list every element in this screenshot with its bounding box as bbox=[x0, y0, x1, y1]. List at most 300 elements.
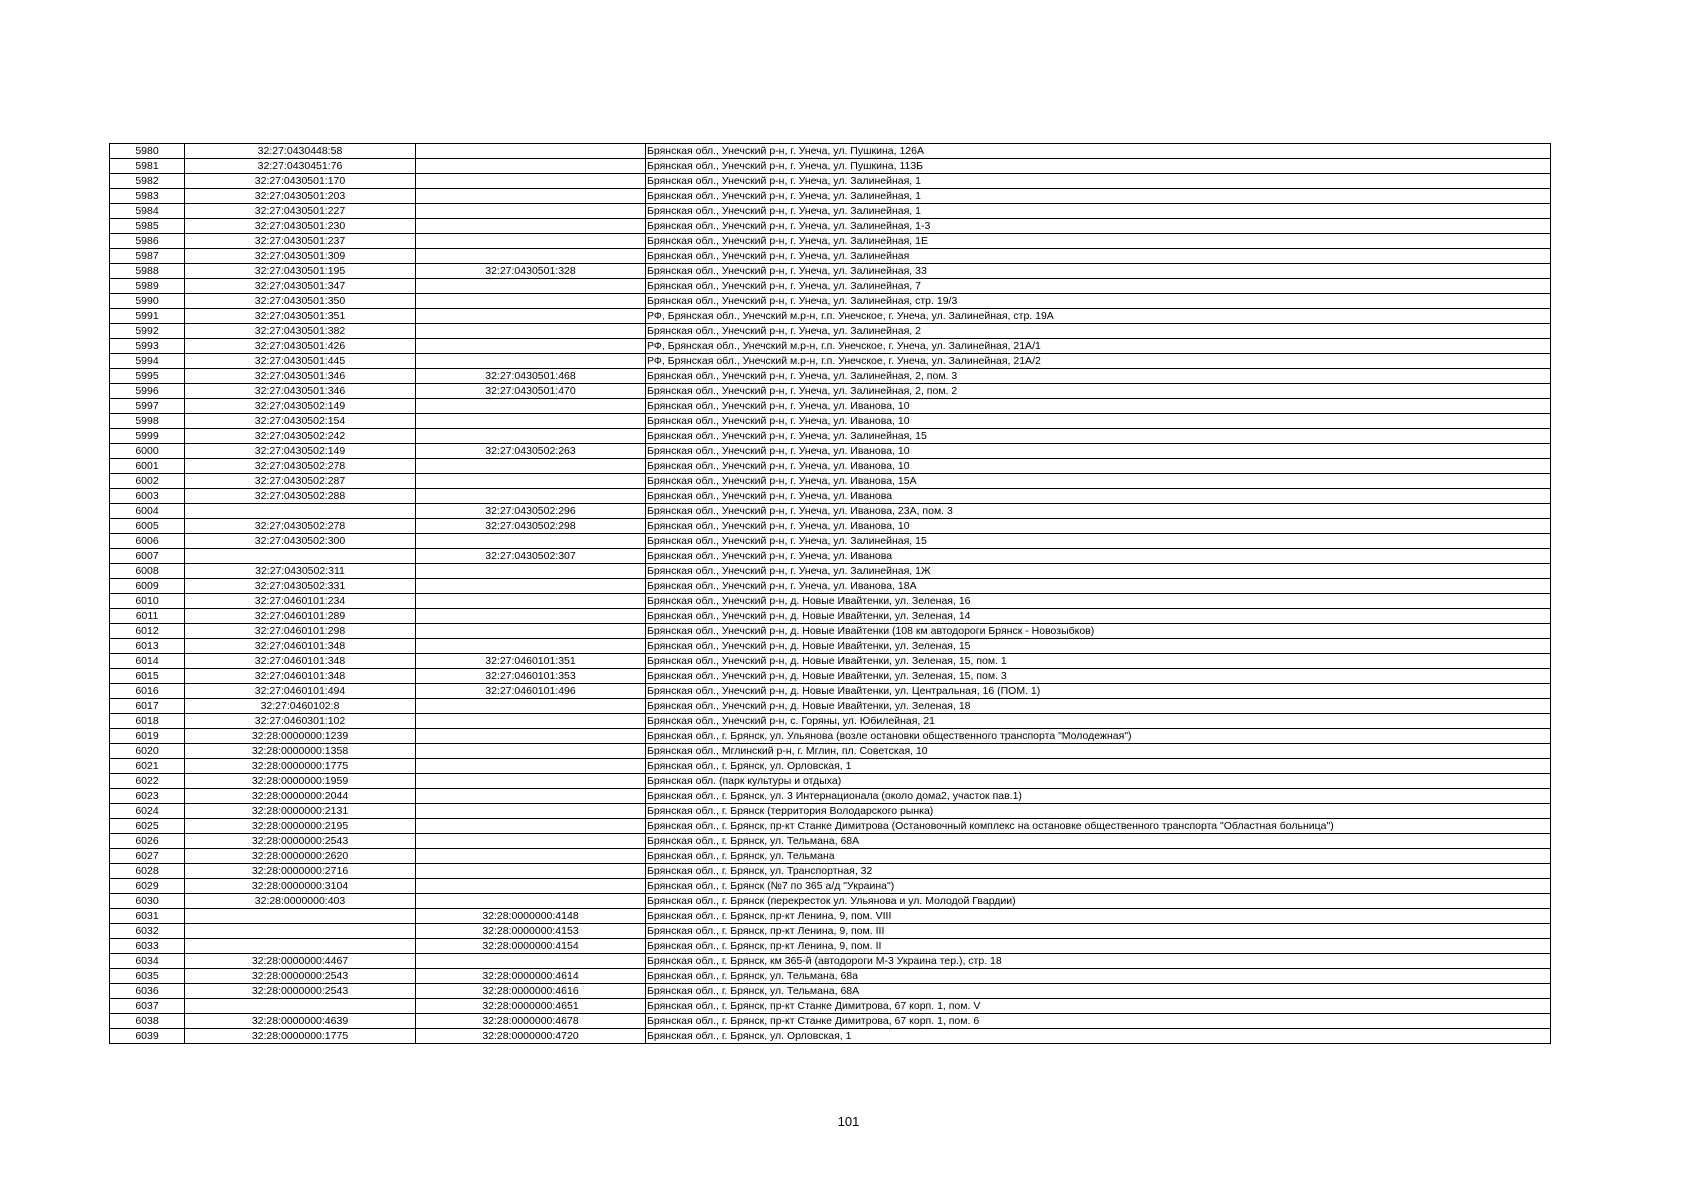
land-cadastral-number-cell: 32:28:0000000:1775 bbox=[185, 759, 416, 774]
table-row bbox=[110, 669, 1551, 684]
land-cadastral-number-cell: 32:27:0430501:426 bbox=[185, 339, 416, 354]
building-cadastral-number-cell: 32:28:0000000:4148 bbox=[416, 909, 646, 924]
building-cadastral-number-cell bbox=[416, 819, 646, 834]
row-number-cell: 6018 bbox=[110, 714, 185, 729]
address-cell: Брянская обл., г. Брянск, ул. Тельмана, 68А bbox=[646, 834, 1551, 849]
land-cadastral-number-cell: 32:28:0000000:1358 bbox=[185, 744, 416, 759]
land-cadastral-number-cell: 32:27:0460102:8 bbox=[185, 699, 416, 714]
row-number-cell: 6026 bbox=[110, 834, 185, 849]
land-cadastral-number-cell: 32:27:0460101:348 bbox=[185, 669, 416, 684]
table-row bbox=[110, 309, 1551, 324]
table-row bbox=[110, 294, 1551, 309]
building-cadastral-number-cell bbox=[416, 414, 646, 429]
address-cell: Брянская обл., Унечский р-н, д. Новые Ивайтенки, ул. Зеленая, 18 bbox=[646, 699, 1551, 714]
row-number-cell: 5985 bbox=[110, 219, 185, 234]
land-cadastral-number-cell: 32:27:0460101:298 bbox=[185, 624, 416, 639]
building-cadastral-number-cell bbox=[416, 534, 646, 549]
table-row bbox=[110, 714, 1551, 729]
row-number-cell: 6028 bbox=[110, 864, 185, 879]
land-cadastral-number-cell: 32:27:0430501:347 bbox=[185, 279, 416, 294]
address-cell: Брянская обл., г. Брянск, пр-кт Ленина, 9, пом. VIII bbox=[646, 909, 1551, 924]
building-cadastral-number-cell bbox=[416, 474, 646, 489]
table-row bbox=[110, 174, 1551, 189]
building-cadastral-number-cell: 32:27:0430502:307 bbox=[416, 549, 646, 564]
row-number-cell: 6032 bbox=[110, 924, 185, 939]
table-row bbox=[110, 1014, 1551, 1029]
building-cadastral-number-cell: 32:27:0430502:296 bbox=[416, 504, 646, 519]
address-cell: Брянская обл., Унечский р-н, г. Унеча, ул. Иванова, 10 bbox=[646, 459, 1551, 474]
table-row bbox=[110, 144, 1551, 159]
row-number-cell: 6005 bbox=[110, 519, 185, 534]
building-cadastral-number-cell bbox=[416, 489, 646, 504]
table-row bbox=[110, 489, 1551, 504]
building-cadastral-number-cell bbox=[416, 954, 646, 969]
address-cell: Брянская обл., Унечский р-н, г. Унеча, ул. Иванова, 10 bbox=[646, 519, 1551, 534]
row-number-cell: 6006 bbox=[110, 534, 185, 549]
row-number-cell: 6019 bbox=[110, 729, 185, 744]
land-cadastral-number-cell: 32:27:0430448:58 bbox=[185, 144, 416, 159]
table-row bbox=[110, 654, 1551, 669]
table-row bbox=[110, 369, 1551, 384]
row-number-cell: 6010 bbox=[110, 594, 185, 609]
address-cell: Брянская обл., Унечский р-н, г. Унеча, ул. Залинейная, 2, пом. 2 bbox=[646, 384, 1551, 399]
table-row bbox=[110, 909, 1551, 924]
address-cell: Брянская обл., Унечский р-н, г. Унеча, ул. Залинейная, 15 bbox=[646, 429, 1551, 444]
land-cadastral-number-cell: 32:28:0000000:4639 bbox=[185, 1014, 416, 1029]
row-number-cell: 5983 bbox=[110, 189, 185, 204]
row-number-cell: 5988 bbox=[110, 264, 185, 279]
row-number-cell: 6003 bbox=[110, 489, 185, 504]
table-row bbox=[110, 534, 1551, 549]
land-cadastral-number-cell: 32:28:0000000:2716 bbox=[185, 864, 416, 879]
address-cell: Брянская обл., Унечский р-н, д. Новые Ивайтенки (108 км автодороги Брянск - Новозыбков) bbox=[646, 624, 1551, 639]
table-row bbox=[110, 684, 1551, 699]
row-number-cell: 6024 bbox=[110, 804, 185, 819]
building-cadastral-number-cell bbox=[416, 249, 646, 264]
land-cadastral-number-cell: 32:27:0460101:348 bbox=[185, 639, 416, 654]
row-number-cell: 5987 bbox=[110, 249, 185, 264]
land-cadastral-number-cell: 32:27:0430502:154 bbox=[185, 414, 416, 429]
address-cell: Брянская обл., Мглинский р-н, г. Мглин, пл. Советская, 10 bbox=[646, 744, 1551, 759]
address-cell: Брянская обл., Унечский р-н, г. Унеча, ул. Залинейная, 2 bbox=[646, 324, 1551, 339]
building-cadastral-number-cell bbox=[416, 789, 646, 804]
row-number-cell: 6020 bbox=[110, 744, 185, 759]
land-cadastral-number-cell: 32:27:0430501:346 bbox=[185, 369, 416, 384]
address-cell: Брянская обл., Унечский р-н, г. Унеча, ул. Залинейная, стр. 19/3 bbox=[646, 294, 1551, 309]
address-cell: Брянская обл., Унечский р-н, г. Унеча, ул. Пушкина, 126А bbox=[646, 144, 1551, 159]
land-cadastral-number-cell: 32:27:0430501:203 bbox=[185, 189, 416, 204]
row-number-cell: 5982 bbox=[110, 174, 185, 189]
table-row bbox=[110, 984, 1551, 999]
row-number-cell: 6021 bbox=[110, 759, 185, 774]
address-cell: Брянская обл., г. Брянск, пр-кт Ленина, 9, пом. III bbox=[646, 924, 1551, 939]
land-cadastral-number-cell: 32:28:0000000:2543 bbox=[185, 984, 416, 999]
building-cadastral-number-cell bbox=[416, 219, 646, 234]
row-number-cell: 5991 bbox=[110, 309, 185, 324]
table-row bbox=[110, 429, 1551, 444]
row-number-cell: 6031 bbox=[110, 909, 185, 924]
address-cell: Брянская обл., г. Брянск (территория Володарского рынка) bbox=[646, 804, 1551, 819]
land-cadastral-number-cell: 32:28:0000000:1959 bbox=[185, 774, 416, 789]
table-row bbox=[110, 354, 1551, 369]
land-cadastral-number-cell: 32:27:0430502:300 bbox=[185, 534, 416, 549]
table-row bbox=[110, 384, 1551, 399]
building-cadastral-number-cell bbox=[416, 894, 646, 909]
land-cadastral-number-cell: 32:27:0430501:230 bbox=[185, 219, 416, 234]
row-number-cell: 6035 bbox=[110, 969, 185, 984]
address-cell: Брянская обл., г. Брянск, ул. Орловская, 1 bbox=[646, 1029, 1551, 1044]
table-row bbox=[110, 264, 1551, 279]
building-cadastral-number-cell bbox=[416, 204, 646, 219]
table-row bbox=[110, 204, 1551, 219]
land-cadastral-number-cell: 32:27:0460101:234 bbox=[185, 594, 416, 609]
building-cadastral-number-cell bbox=[416, 324, 646, 339]
building-cadastral-number-cell: 32:27:0430502:263 bbox=[416, 444, 646, 459]
building-cadastral-number-cell: 32:28:0000000:4616 bbox=[416, 984, 646, 999]
building-cadastral-number-cell bbox=[416, 429, 646, 444]
row-number-cell: 5996 bbox=[110, 384, 185, 399]
table-row bbox=[110, 999, 1551, 1014]
land-cadastral-number-cell: 32:27:0430501:227 bbox=[185, 204, 416, 219]
table-row bbox=[110, 504, 1551, 519]
land-cadastral-number-cell: 32:27:0430502:331 bbox=[185, 579, 416, 594]
land-cadastral-number-cell bbox=[185, 504, 416, 519]
row-number-cell: 5995 bbox=[110, 369, 185, 384]
building-cadastral-number-cell bbox=[416, 804, 646, 819]
table-row bbox=[110, 399, 1551, 414]
land-cadastral-number-cell: 32:27:0430501:309 bbox=[185, 249, 416, 264]
table-row bbox=[110, 864, 1551, 879]
table-row bbox=[110, 279, 1551, 294]
land-cadastral-number-cell: 32:28:0000000:3104 bbox=[185, 879, 416, 894]
table-body bbox=[110, 144, 1551, 1044]
table-row bbox=[110, 954, 1551, 969]
land-cadastral-number-cell: 32:27:0430502:288 bbox=[185, 489, 416, 504]
table-row bbox=[110, 639, 1551, 654]
land-cadastral-number-cell: 32:27:0430502:242 bbox=[185, 429, 416, 444]
table-row bbox=[110, 624, 1551, 639]
row-number-cell: 6025 bbox=[110, 819, 185, 834]
table-row bbox=[110, 609, 1551, 624]
building-cadastral-number-cell bbox=[416, 624, 646, 639]
row-number-cell: 5994 bbox=[110, 354, 185, 369]
address-cell: Брянская обл., Унечский р-н, г. Унеча, ул. Залинейная, 1Ж bbox=[646, 564, 1551, 579]
address-cell: Брянская обл., Унечский р-н, г. Унеча, ул. Залинейная, 1Е bbox=[646, 234, 1551, 249]
land-cadastral-number-cell: 32:27:0430502:149 bbox=[185, 399, 416, 414]
table-row bbox=[110, 789, 1551, 804]
row-number-cell: 6014 bbox=[110, 654, 185, 669]
building-cadastral-number-cell bbox=[416, 639, 646, 654]
land-cadastral-number-cell: 32:28:0000000:4467 bbox=[185, 954, 416, 969]
table-row bbox=[110, 249, 1551, 264]
table-row bbox=[110, 549, 1551, 564]
table-row bbox=[110, 594, 1551, 609]
address-cell: Брянская обл., г. Брянск, ул. Тельмана, 68А bbox=[646, 984, 1551, 999]
land-cadastral-number-cell: 32:28:0000000:2131 bbox=[185, 804, 416, 819]
building-cadastral-number-cell: 32:28:0000000:4678 bbox=[416, 1014, 646, 1029]
table-row bbox=[110, 834, 1551, 849]
address-cell: Брянская обл., Унечский р-н, с. Горяны, ул. Юбилейная, 21 bbox=[646, 714, 1551, 729]
building-cadastral-number-cell bbox=[416, 399, 646, 414]
table-row bbox=[110, 774, 1551, 789]
land-cadastral-number-cell: 32:27:0430501:170 bbox=[185, 174, 416, 189]
row-number-cell: 6037 bbox=[110, 999, 185, 1014]
address-cell: Брянская обл., Унечский р-н, г. Унеча, ул. Залинейная, 15 bbox=[646, 534, 1551, 549]
building-cadastral-number-cell: 32:27:0430502:298 bbox=[416, 519, 646, 534]
cadastral-table bbox=[109, 143, 1551, 1044]
address-cell: Брянская обл., г. Брянск, пр-кт Ленина, 9, пом. II bbox=[646, 939, 1551, 954]
address-cell: Брянская обл., Унечский р-н, г. Унеча, ул. Залинейная, 1 bbox=[646, 174, 1551, 189]
building-cadastral-number-cell bbox=[416, 174, 646, 189]
address-cell: Брянская обл., Унечский р-н, д. Новые Ивайтенки, ул. Зеленая, 15, пом. 1 bbox=[646, 654, 1551, 669]
address-cell: Брянская обл., Унечский р-н, г. Унеча, ул. Иванова bbox=[646, 489, 1551, 504]
building-cadastral-number-cell: 32:28:0000000:4614 bbox=[416, 969, 646, 984]
land-cadastral-number-cell: 32:28:0000000:2044 bbox=[185, 789, 416, 804]
land-cadastral-number-cell: 32:28:0000000:1775 bbox=[185, 1029, 416, 1044]
row-number-cell: 6001 bbox=[110, 459, 185, 474]
address-cell: Брянская обл., г. Брянск, ул. Тельмана, 68а bbox=[646, 969, 1551, 984]
address-cell: Брянская обл. (парк культуры и отдыха) bbox=[646, 774, 1551, 789]
building-cadastral-number-cell bbox=[416, 459, 646, 474]
address-cell: Брянская обл., г. Брянск, пр-кт Станке Димитрова, 67 корп. 1, пом. V bbox=[646, 999, 1551, 1014]
land-cadastral-number-cell bbox=[185, 924, 416, 939]
land-cadastral-number-cell: 32:27:0460101:289 bbox=[185, 609, 416, 624]
address-cell: РФ, Брянская обл., Унечский м.р-н, г.п. Унечское, г. Унеча, ул. Залинейная, стр. 19А bbox=[646, 309, 1551, 324]
address-cell: Брянская обл., Унечский р-н, г. Унеча, ул. Иванова, 15А bbox=[646, 474, 1551, 489]
row-number-cell: 5989 bbox=[110, 279, 185, 294]
address-cell: РФ, Брянская обл., Унечский м.р-н, г.п. Унечское, г. Унеча, ул. Залинейная, 21А/1 bbox=[646, 339, 1551, 354]
building-cadastral-number-cell bbox=[416, 189, 646, 204]
land-cadastral-number-cell bbox=[185, 549, 416, 564]
land-cadastral-number-cell: 32:27:0430501:351 bbox=[185, 309, 416, 324]
table-row bbox=[110, 189, 1551, 204]
table-row bbox=[110, 759, 1551, 774]
row-number-cell: 6017 bbox=[110, 699, 185, 714]
table-row bbox=[110, 819, 1551, 834]
address-cell: Брянская обл., Унечский р-н, г. Унеча, ул. Залинейная, 2, пом. 3 bbox=[646, 369, 1551, 384]
table-row bbox=[110, 414, 1551, 429]
row-number-cell: 5998 bbox=[110, 414, 185, 429]
building-cadastral-number-cell bbox=[416, 744, 646, 759]
address-cell: Брянская обл., Унечский р-н, г. Унеча, ул. Залинейная, 1-3 bbox=[646, 219, 1551, 234]
row-number-cell: 6000 bbox=[110, 444, 185, 459]
address-cell: Брянская обл., г. Брянск, ул. 3 Интернационала (около дома2, участок пав.1) bbox=[646, 789, 1551, 804]
land-cadastral-number-cell bbox=[185, 909, 416, 924]
building-cadastral-number-cell bbox=[416, 609, 646, 624]
address-cell: Брянская обл., Унечский р-н, д. Новые Ивайтенки, ул. Зеленая, 15 bbox=[646, 639, 1551, 654]
land-cadastral-number-cell bbox=[185, 999, 416, 1014]
building-cadastral-number-cell bbox=[416, 354, 646, 369]
address-cell: Брянская обл., г. Брянск (№7 по 365 а/д "Украина") bbox=[646, 879, 1551, 894]
land-cadastral-number-cell: 32:27:0430502:287 bbox=[185, 474, 416, 489]
building-cadastral-number-cell: 32:28:0000000:4154 bbox=[416, 939, 646, 954]
address-cell: Брянская обл., г. Брянск, ул. Транспортная, 32 bbox=[646, 864, 1551, 879]
building-cadastral-number-cell bbox=[416, 759, 646, 774]
land-cadastral-number-cell: 32:27:0430502:278 bbox=[185, 459, 416, 474]
table-row bbox=[110, 849, 1551, 864]
address-cell: Брянская обл., Унечский р-н, д. Новые Ивайтенки, ул. Центральная, 16 (ПОМ. 1) bbox=[646, 684, 1551, 699]
table-row bbox=[110, 444, 1551, 459]
land-cadastral-number-cell: 32:27:0430501:445 bbox=[185, 354, 416, 369]
address-cell: Брянская обл., Унечский р-н, г. Унеча, ул. Залинейная, 33 bbox=[646, 264, 1551, 279]
table-row bbox=[110, 744, 1551, 759]
table-row bbox=[110, 324, 1551, 339]
address-cell: Брянская обл., г. Брянск, ул. Тельмана bbox=[646, 849, 1551, 864]
address-cell: Брянская обл., г. Брянск, ул. Орловская, 1 bbox=[646, 759, 1551, 774]
land-cadastral-number-cell: 32:27:0430501:350 bbox=[185, 294, 416, 309]
building-cadastral-number-cell bbox=[416, 294, 646, 309]
row-number-cell: 6038 bbox=[110, 1014, 185, 1029]
address-cell: Брянская обл., Унечский р-н, г. Унеча, ул. Залинейная bbox=[646, 249, 1551, 264]
table-row bbox=[110, 894, 1551, 909]
land-cadastral-number-cell: 32:27:0430502:149 bbox=[185, 444, 416, 459]
row-number-cell: 5992 bbox=[110, 324, 185, 339]
building-cadastral-number-cell: 32:27:0460101:496 bbox=[416, 684, 646, 699]
land-cadastral-number-cell: 32:28:0000000:2543 bbox=[185, 834, 416, 849]
table-row bbox=[110, 459, 1551, 474]
land-cadastral-number-cell: 32:27:0430451:76 bbox=[185, 159, 416, 174]
address-cell: Брянская обл., Унечский р-н, г. Унеча, ул. Иванова, 10 bbox=[646, 444, 1551, 459]
row-number-cell: 6016 bbox=[110, 684, 185, 699]
building-cadastral-number-cell bbox=[416, 699, 646, 714]
address-cell: Брянская обл., Унечский р-н, г. Унеча, ул. Залинейная, 1 bbox=[646, 204, 1551, 219]
land-cadastral-number-cell bbox=[185, 939, 416, 954]
address-cell: Брянская обл., г. Брянск, км 365-й (автодороги М-3 Украина тер.), стр. 18 bbox=[646, 954, 1551, 969]
row-number-cell: 6027 bbox=[110, 849, 185, 864]
land-cadastral-number-cell: 32:28:0000000:403 bbox=[185, 894, 416, 909]
row-number-cell: 6022 bbox=[110, 774, 185, 789]
table-row bbox=[110, 969, 1551, 984]
row-number-cell: 5981 bbox=[110, 159, 185, 174]
table-row bbox=[110, 579, 1551, 594]
table-row bbox=[110, 729, 1551, 744]
building-cadastral-number-cell: 32:27:0430501:470 bbox=[416, 384, 646, 399]
table-row bbox=[110, 159, 1551, 174]
address-cell: Брянская обл., Унечский р-н, г. Унеча, ул. Иванова bbox=[646, 549, 1551, 564]
table-row bbox=[110, 939, 1551, 954]
row-number-cell: 6033 bbox=[110, 939, 185, 954]
row-number-cell: 5990 bbox=[110, 294, 185, 309]
building-cadastral-number-cell bbox=[416, 159, 646, 174]
building-cadastral-number-cell: 32:28:0000000:4153 bbox=[416, 924, 646, 939]
land-cadastral-number-cell: 32:28:0000000:1239 bbox=[185, 729, 416, 744]
address-cell: Брянская обл., Унечский р-н, г. Унеча, ул. Иванова, 10 bbox=[646, 399, 1551, 414]
table-row bbox=[110, 699, 1551, 714]
land-cadastral-number-cell: 32:27:0430502:278 bbox=[185, 519, 416, 534]
land-cadastral-number-cell: 32:27:0460101:494 bbox=[185, 684, 416, 699]
row-number-cell: 6029 bbox=[110, 879, 185, 894]
row-number-cell: 6030 bbox=[110, 894, 185, 909]
land-cadastral-number-cell: 32:27:0430501:346 bbox=[185, 384, 416, 399]
building-cadastral-number-cell: 32:27:0430501:468 bbox=[416, 369, 646, 384]
address-cell: Брянская обл., Унечский р-н, г. Унеча, ул. Иванова, 23А, пом. 3 bbox=[646, 504, 1551, 519]
land-cadastral-number-cell: 32:28:0000000:2620 bbox=[185, 849, 416, 864]
address-cell: Брянская обл., г. Брянск (перекресток ул. Ульянова и ул. Молодой Гвардии) bbox=[646, 894, 1551, 909]
table-row bbox=[110, 474, 1551, 489]
building-cadastral-number-cell: 32:28:0000000:4720 bbox=[416, 1029, 646, 1044]
table-row bbox=[110, 804, 1551, 819]
row-number-cell: 6004 bbox=[110, 504, 185, 519]
land-cadastral-number-cell: 32:27:0430502:311 bbox=[185, 564, 416, 579]
table-row bbox=[110, 234, 1551, 249]
address-cell: Брянская обл., г. Брянск, пр-кт Станке Димитрова (Остановочный комплекс на остановке общественного транспорта "Областная больница") bbox=[646, 819, 1551, 834]
row-number-cell: 6039 bbox=[110, 1029, 185, 1044]
building-cadastral-number-cell bbox=[416, 729, 646, 744]
address-cell: Брянская обл., г. Брянск, ул. Ульянова (возле остановки общественного транспорта "Молодежная") bbox=[646, 729, 1551, 744]
table-row bbox=[110, 924, 1551, 939]
row-number-cell: 5986 bbox=[110, 234, 185, 249]
address-cell: Брянская обл., Унечский р-н, г. Унеча, ул. Залинейная, 7 bbox=[646, 279, 1551, 294]
row-number-cell: 6002 bbox=[110, 474, 185, 489]
table-row bbox=[110, 879, 1551, 894]
building-cadastral-number-cell bbox=[416, 879, 646, 894]
row-number-cell: 6034 bbox=[110, 954, 185, 969]
land-cadastral-number-cell: 32:28:0000000:2543 bbox=[185, 969, 416, 984]
row-number-cell: 6013 bbox=[110, 639, 185, 654]
table-row bbox=[110, 339, 1551, 354]
row-number-cell: 6008 bbox=[110, 564, 185, 579]
building-cadastral-number-cell bbox=[416, 579, 646, 594]
address-cell: Брянская обл., Унечский р-н, д. Новые Ивайтенки, ул. Зеленая, 14 bbox=[646, 609, 1551, 624]
building-cadastral-number-cell bbox=[416, 834, 646, 849]
building-cadastral-number-cell bbox=[416, 849, 646, 864]
address-cell: Брянская обл., Унечский р-н, г. Унеча, ул. Залинейная, 1 bbox=[646, 189, 1551, 204]
address-cell: РФ, Брянская обл., Унечский м.р-н, г.п. Унечское, г. Унеча, ул. Залинейная, 21А/2 bbox=[646, 354, 1551, 369]
address-cell: Брянская обл., Унечский р-н, д. Новые Ивайтенки, ул. Зеленая, 16 bbox=[646, 594, 1551, 609]
building-cadastral-number-cell bbox=[416, 774, 646, 789]
building-cadastral-number-cell: 32:28:0000000:4651 bbox=[416, 999, 646, 1014]
row-number-cell: 5984 bbox=[110, 204, 185, 219]
row-number-cell: 6023 bbox=[110, 789, 185, 804]
building-cadastral-number-cell: 32:27:0460101:353 bbox=[416, 669, 646, 684]
building-cadastral-number-cell bbox=[416, 339, 646, 354]
row-number-cell: 6009 bbox=[110, 579, 185, 594]
building-cadastral-number-cell bbox=[416, 564, 646, 579]
table-row bbox=[110, 519, 1551, 534]
building-cadastral-number-cell bbox=[416, 144, 646, 159]
address-cell: Брянская обл., Унечский р-н, г. Унеча, ул. Пушкина, 113Б bbox=[646, 159, 1551, 174]
address-cell: Брянская обл., Унечский р-н, г. Унеча, ул. Иванова, 18А bbox=[646, 579, 1551, 594]
building-cadastral-number-cell bbox=[416, 714, 646, 729]
building-cadastral-number-cell bbox=[416, 594, 646, 609]
table-row bbox=[110, 219, 1551, 234]
building-cadastral-number-cell bbox=[416, 864, 646, 879]
land-cadastral-number-cell: 32:28:0000000:2195 bbox=[185, 819, 416, 834]
row-number-cell: 6012 bbox=[110, 624, 185, 639]
row-number-cell: 5993 bbox=[110, 339, 185, 354]
land-cadastral-number-cell: 32:27:0460101:348 bbox=[185, 654, 416, 669]
row-number-cell: 6015 bbox=[110, 669, 185, 684]
building-cadastral-number-cell: 32:27:0430501:328 bbox=[416, 264, 646, 279]
row-number-cell: 5980 bbox=[110, 144, 185, 159]
row-number-cell: 5999 bbox=[110, 429, 185, 444]
land-cadastral-number-cell: 32:27:0460301:102 bbox=[185, 714, 416, 729]
row-number-cell: 6007 bbox=[110, 549, 185, 564]
address-cell: Брянская обл., Унечский р-н, д. Новые Ивайтенки, ул. Зеленая, 15, пом. 3 bbox=[646, 669, 1551, 684]
address-cell: Брянская обл., г. Брянск, пр-кт Станке Димитрова, 67 корп. 1, пом. 6 bbox=[646, 1014, 1551, 1029]
building-cadastral-number-cell: 32:27:0460101:351 bbox=[416, 654, 646, 669]
building-cadastral-number-cell bbox=[416, 309, 646, 324]
land-cadastral-number-cell: 32:27:0430501:382 bbox=[185, 324, 416, 339]
building-cadastral-number-cell bbox=[416, 234, 646, 249]
row-number-cell: 5997 bbox=[110, 399, 185, 414]
row-number-cell: 6036 bbox=[110, 984, 185, 999]
table-row bbox=[110, 1029, 1551, 1044]
row-number-cell: 6011 bbox=[110, 609, 185, 624]
table-row bbox=[110, 564, 1551, 579]
land-cadastral-number-cell: 32:27:0430501:237 bbox=[185, 234, 416, 249]
building-cadastral-number-cell bbox=[416, 279, 646, 294]
